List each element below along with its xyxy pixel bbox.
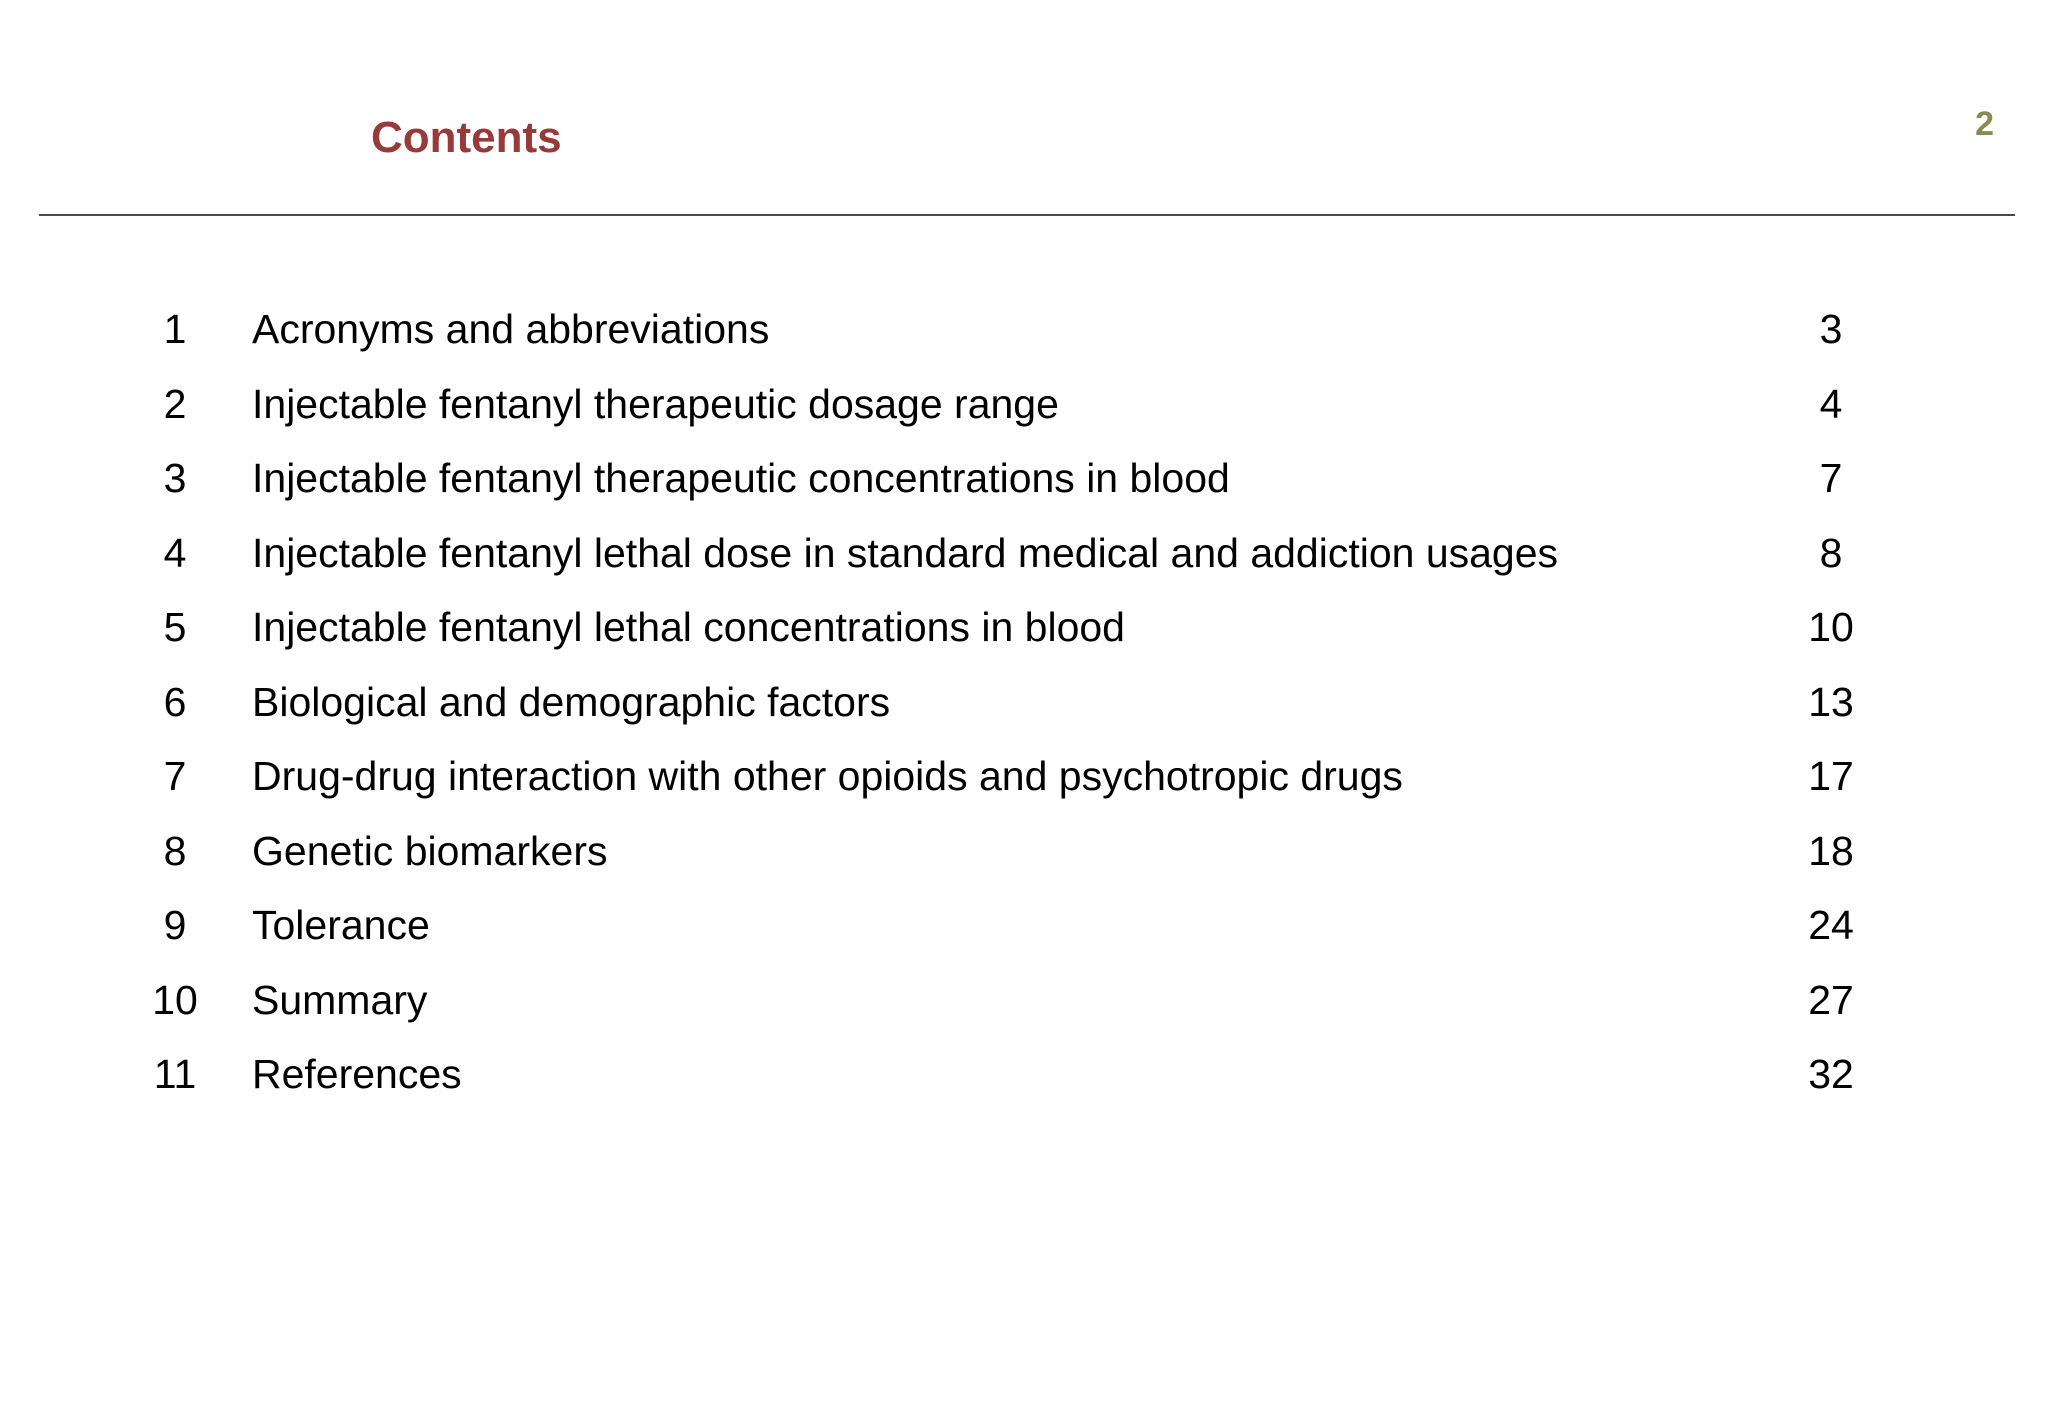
- toc-entry-title: Tolerance: [252, 902, 430, 948]
- toc-entry-number: 4: [163, 529, 187, 576]
- toc-entry-page: 4: [1819, 380, 1843, 427]
- toc-entry-number: 2: [163, 380, 187, 427]
- toc-entry-page: 27: [1808, 976, 1854, 1023]
- toc-entry[interactable]: [150, 963, 1870, 1038]
- toc-entry-title: References: [252, 1051, 462, 1097]
- toc-entry[interactable]: [150, 367, 1870, 442]
- toc-entry-number: 3: [163, 455, 187, 501]
- toc-entry-number: 8: [163, 827, 187, 874]
- toc-entry-page: 24: [1808, 902, 1854, 948]
- toc-entry-number: 7: [163, 753, 187, 799]
- toc-entry[interactable]: [150, 292, 1870, 367]
- toc-entry-title: Injectable fentanyl lethal concentrations in blood: [252, 604, 1125, 650]
- toc-entry-number: 6: [163, 678, 187, 725]
- toc-entry-title: Drug-drug interaction with other opioids and psychotropic drugs: [252, 753, 1403, 799]
- toc-entry[interactable]: [150, 888, 1870, 963]
- toc-entry-page: 17: [1808, 753, 1854, 799]
- toc-entry[interactable]: [150, 590, 1870, 665]
- toc-entry-title: Genetic biomarkers: [252, 827, 608, 874]
- toc-entry-title: Injectable fentanyl therapeutic concentrations in blood: [252, 455, 1230, 501]
- toc-entry-number: 11: [153, 1051, 197, 1097]
- page-title: Contents: [371, 113, 562, 162]
- toc-entry-title: Acronyms and abbreviations: [252, 306, 770, 352]
- toc-entry-number: 10: [152, 976, 198, 1023]
- toc-entry[interactable]: [150, 1037, 1870, 1112]
- toc-entry[interactable]: [150, 516, 1870, 591]
- page-number: 2: [1975, 105, 1994, 143]
- toc-entry[interactable]: [150, 665, 1870, 740]
- toc-entry-page: 7: [1819, 455, 1843, 501]
- toc-entry[interactable]: [150, 739, 1870, 814]
- table-of-contents: [150, 292, 1870, 1112]
- toc-entry[interactable]: [150, 441, 1870, 516]
- toc-entry-page: 3: [1819, 306, 1843, 352]
- toc-entry-page: 8: [1819, 529, 1843, 576]
- toc-entry-number: 9: [163, 902, 187, 948]
- toc-entry-title: Summary: [252, 976, 428, 1023]
- toc-entry-page: 13: [1808, 678, 1854, 725]
- toc-entry-page: 10: [1808, 604, 1854, 650]
- toc-entry-number: 1: [163, 306, 187, 352]
- toc-entry-title: Injectable fentanyl therapeutic dosage range: [252, 380, 1059, 427]
- toc-entry-number: 5: [163, 604, 187, 650]
- header-divider: [39, 214, 2015, 216]
- toc-entry-page: 32: [1808, 1051, 1854, 1097]
- toc-entry-title: Injectable fentanyl lethal dose in standard medical and addiction usages: [252, 529, 1559, 576]
- toc-entry[interactable]: [150, 814, 1870, 889]
- toc-entry-title: Biological and demographic factors: [252, 678, 891, 725]
- toc-entry-page: 18: [1808, 827, 1854, 874]
